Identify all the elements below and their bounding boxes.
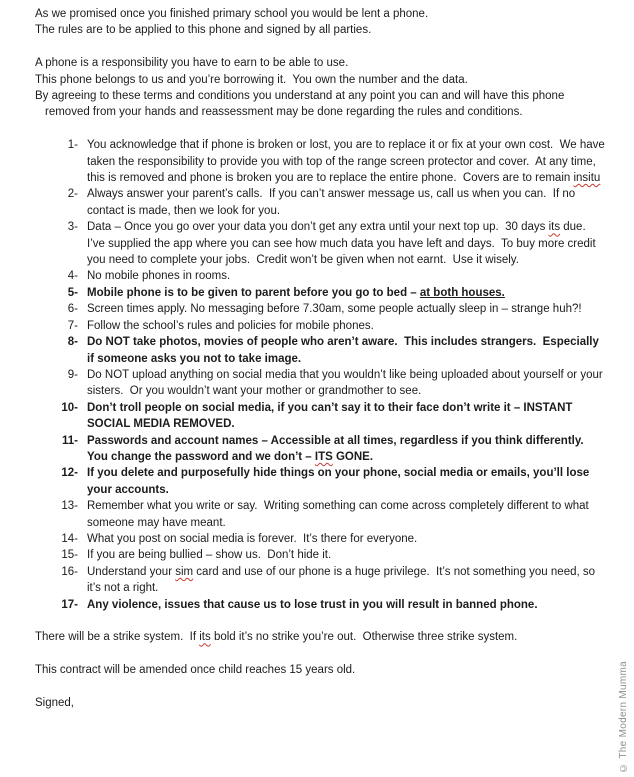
rule-text: Do NOT take photos, movies of people who aren’t aware. This includes strangers. Especially if someone asks you not to take image. [87, 336, 603, 365]
rule-item [55, 186, 606, 219]
preamble-line-3: By agreeing to these terms and conditions you understand at any point you can and will have this phone removed from your hands and reassessment may be done regarding the rules and conditions. [35, 90, 568, 119]
preamble-line-1: A phone is a responsibility you have to earn to be able to use. [35, 57, 349, 70]
rule-number: 12- [61, 467, 78, 480]
rule-item [55, 547, 606, 563]
intro-line-1: As we promised once you finished primary school you would be lent a phone. [35, 8, 429, 20]
strike-system-line: There will be a strike system. If its bold it’s no strike you’re out. Otherwise three strike system. [35, 631, 518, 644]
rule-item [55, 597, 606, 613]
intro-line-2: The rules are to be applied to this phone and signed by all parties. [35, 24, 372, 37]
rule-text: You acknowledge that if phone is broken or lost, you are to replace it or fix at your own cost. We have taken the responsibility to provide you with top of the range screen protector and cover. At any time, this is removed and phone is broken you are to replace the entire phone. Covers are to remain insitu [87, 139, 608, 185]
rule-number: 5- [67, 286, 78, 299]
rule-text: Do NOT upload anything on social media that you wouldn’t like being uploaded about yourself or your sisters. Or you wouldn’t want your mother or grandmother to see. [87, 368, 606, 398]
rule-text: Screen times apply. No messaging before 7.30am, some people actually sleep in – strange huh?! [87, 303, 582, 316]
rule-item [55, 367, 606, 400]
rule-text: What you post on social media is forever. It’s there for everyone. [87, 532, 418, 545]
rule-item [55, 334, 606, 367]
rule-item [55, 498, 606, 531]
rule-item [55, 564, 606, 597]
rule-number: 13- [61, 500, 78, 513]
rule-number: 14- [61, 532, 78, 545]
rule-item [55, 400, 606, 433]
blank-line [35, 679, 606, 695]
rule-number: 4- [67, 270, 78, 283]
blank-line [35, 121, 606, 137]
rule-number: 8- [67, 336, 78, 349]
rule-number: 15- [61, 549, 78, 562]
blank-line [35, 646, 606, 662]
blank-line [35, 613, 606, 629]
rule-item [55, 531, 606, 547]
rule-number: 16- [61, 565, 78, 578]
rule-text: No mobile phones in rooms. [87, 270, 231, 283]
rule-text: Always answer your parent’s calls. If you can’t answer message us, call us when you can. If no contact is made, then we look for you. [87, 188, 579, 217]
rule-text: Understand your sim card and use of our phone is a huge privilege. It’s not something you need, so it’s not a right. [87, 565, 599, 595]
rule-item [55, 219, 606, 268]
rule-item [55, 285, 606, 301]
rule-text: Passwords and account names – Accessible at all times, regardless if you think differently. You change the password and we don’t – ITS GONE. [87, 434, 590, 463]
rule-item [55, 268, 606, 284]
rules-list [35, 137, 606, 613]
rule-item [55, 137, 606, 186]
rule-item [55, 301, 606, 317]
rule-number: 1- [67, 139, 78, 152]
rule-item [55, 433, 606, 466]
rule-item [55, 318, 606, 334]
watermark-credit: © The Modern Mumma [617, 661, 629, 773]
rule-text: Mobile phone is to be given to parent before you go to bed – at both houses. [87, 286, 505, 299]
rule-item [55, 465, 606, 498]
rule-text: Don’t troll people on social media, if you can’t say it to their face don’t write it – INSTANT SOCIAL MEDIA REMOVED. [87, 401, 576, 431]
blank-line [35, 39, 606, 55]
rule-text: Data – Once you go over your data you don’t get any extra until your next top up. 30 days its due. I’ve supplied the app where you can see how much data you have left and days. To buy more credit you need to complete your jobs. Credit won’t be given when not earnt. Use it wisely. [87, 221, 599, 267]
rule-text: If you are being bullied – show us. Don’t hide it. [87, 549, 332, 562]
rule-text: Any violence, issues that cause us to lose trust in you will result in banned phone. [87, 598, 538, 611]
preamble-line-2: This phone belongs to us and you’re borrowing it. You own the number and the data. [35, 73, 468, 86]
rule-number: 6- [67, 303, 78, 316]
rule-number: 9- [67, 368, 78, 381]
rule-text: If you delete and purposefully hide things on your phone, social media or emails, you’ll lose your accounts. [87, 467, 593, 496]
rule-text: Remember what you write or say. Writing something can come across completely different to what someone may have meant. [87, 500, 592, 529]
rule-number: 2- [67, 188, 78, 201]
rule-number: 10- [61, 401, 78, 414]
rule-number: 11- [62, 434, 78, 447]
rule-number: 3- [67, 221, 78, 234]
rule-number: 17- [61, 598, 78, 611]
signature-line: Signed, [35, 696, 75, 709]
rule-text: Follow the school’s rules and policies for mobile phones. [87, 319, 374, 332]
amendment-line: This contract will be amended once child reaches 15 years old. [35, 664, 356, 677]
rule-number: 7- [67, 319, 78, 332]
